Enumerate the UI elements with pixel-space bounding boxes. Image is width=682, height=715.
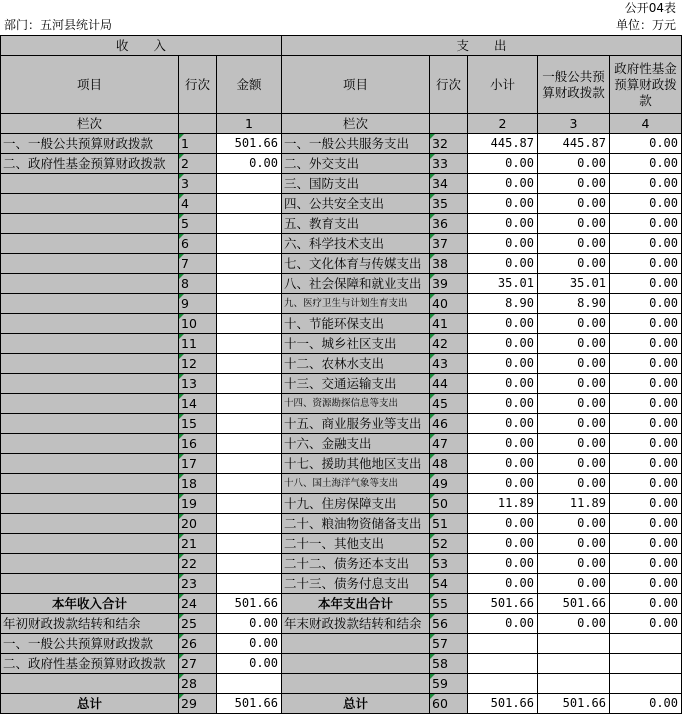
subtotal-cell[interactable]: 0.00	[468, 534, 538, 554]
income-row-no-cell[interactable]: 2	[179, 154, 217, 174]
subtotal-header: 小计	[468, 56, 538, 114]
gov-fund-cell[interactable]: 0.00	[610, 474, 682, 494]
subtotal-cell[interactable]: 0.00	[468, 614, 538, 634]
gov-fund-cell[interactable]: 0.00	[610, 434, 682, 454]
subtotal-cell[interactable]: 501.66	[468, 694, 538, 714]
income-amount-cell[interactable]	[217, 274, 282, 294]
gov-fund-cell[interactable]: 0.00	[610, 174, 682, 194]
general-public-cell[interactable]: 0.00	[538, 434, 610, 454]
general-public-cell[interactable]	[538, 634, 610, 654]
income-item-cell[interactable]	[1, 434, 179, 454]
expense-item-cell[interactable]: 十七、援助其他地区支出	[282, 454, 430, 474]
income-amount-cell[interactable]	[217, 254, 282, 274]
subtotal-cell[interactable]: 0.00	[468, 314, 538, 334]
expense-item-cell[interactable]: 十一、城乡社区支出	[282, 334, 430, 354]
subtotal-cell[interactable]: 0.00	[468, 354, 538, 374]
general-public-cell[interactable]: 0.00	[538, 194, 610, 214]
income-row-no-cell[interactable]: 8	[179, 274, 217, 294]
subtotal-cell[interactable]: 445.87	[468, 134, 538, 154]
subtotal-cell[interactable]: 0.00	[468, 154, 538, 174]
expense-row-no-cell[interactable]: 58	[430, 654, 468, 674]
expense-row-no-cell[interactable]: 42	[430, 334, 468, 354]
expense-row-no-cell[interactable]: 47	[430, 434, 468, 454]
table-row	[1, 354, 682, 374]
expense-item-cell[interactable]: 二十、粮油物资储备支出	[282, 514, 430, 534]
gov-fund-cell[interactable]: 0.00	[610, 534, 682, 554]
expense-item-header: 项目	[282, 56, 430, 114]
income-amount-cell[interactable]: 501.66	[217, 134, 282, 154]
income-row-no-cell[interactable]: 12	[179, 354, 217, 374]
subtotal-cell[interactable]: 0.00	[468, 394, 538, 414]
income-amount-cell[interactable]	[217, 354, 282, 374]
income-item-cell[interactable]: 总计	[1, 694, 179, 714]
meta-line	[0, 17, 682, 34]
budget-table	[0, 35, 682, 714]
expense-item-cell[interactable]: 八、社会保障和就业支出	[282, 274, 430, 294]
expense-row-no-cell[interactable]: 38	[430, 254, 468, 274]
gov-fund-cell[interactable]: 0.00	[610, 154, 682, 174]
income-row-no-cell[interactable]: 20	[179, 514, 217, 534]
table-row	[1, 414, 682, 434]
gov-fund-cell[interactable]: 0.00	[610, 214, 682, 234]
income-amount-cell[interactable]: 0.00	[217, 154, 282, 174]
subtotal-cell[interactable]: 0.00	[468, 234, 538, 254]
gov-fund-cell[interactable]: 0.00	[610, 374, 682, 394]
gov-fund-cell[interactable]: 0.00	[610, 354, 682, 374]
expense-item-cell[interactable]: 总计	[282, 694, 430, 714]
expense-row-no-cell[interactable]: 59	[430, 674, 468, 694]
gov-fund-cell[interactable]: 0.00	[610, 234, 682, 254]
income-column-label: 栏次	[1, 114, 179, 134]
form-code-line	[0, 0, 682, 17]
income-item-cell[interactable]	[1, 574, 179, 594]
income-amount-cell[interactable]	[217, 494, 282, 514]
income-amount-cell[interactable]	[217, 234, 282, 254]
income-item-cell[interactable]	[1, 334, 179, 354]
subtotal-cell[interactable]: 501.66	[468, 594, 538, 614]
income-item-cell[interactable]	[1, 374, 179, 394]
income-row-no-cell[interactable]: 11	[179, 334, 217, 354]
gov-fund-cell[interactable]: 0.00	[610, 514, 682, 534]
income-amount-cell[interactable]: 0.00	[217, 654, 282, 674]
expense-item-cell[interactable]: 二十二、债务还本支出	[282, 554, 430, 574]
subtotal-cell[interactable]: 8.90	[468, 294, 538, 314]
income-row-no-cell[interactable]: 4	[179, 194, 217, 214]
expense-row-no-cell[interactable]: 37	[430, 234, 468, 254]
general-public-cell[interactable]: 0.00	[538, 154, 610, 174]
subtotal-cell[interactable]	[468, 674, 538, 694]
income-item-cell[interactable]	[1, 274, 179, 294]
general-public-cell[interactable]	[538, 654, 610, 674]
expense-item-cell[interactable]: 五、教育支出	[282, 214, 430, 234]
income-row-no-cell[interactable]: 22	[179, 554, 217, 574]
income-item-cell[interactable]: 本年收入合计	[1, 594, 179, 614]
subtotal-cell[interactable]: 0.00	[468, 374, 538, 394]
column-number-row	[1, 114, 682, 134]
general-public-cell[interactable]: 0.00	[538, 234, 610, 254]
table-row	[1, 314, 682, 334]
general-public-cell[interactable]: 0.00	[538, 554, 610, 574]
general-public-cell[interactable]: 0.00	[538, 374, 610, 394]
income-amount-cell[interactable]	[217, 414, 282, 434]
subtotal-cell[interactable]: 35.01	[468, 274, 538, 294]
expense-row-no-cell[interactable]: 48	[430, 454, 468, 474]
gov-fund-cell[interactable]: 0.00	[610, 594, 682, 614]
table-row	[1, 254, 682, 274]
expense-item-cell[interactable]: 年末财政拨款结转和结余	[282, 614, 430, 634]
subtotal-cell[interactable]: 0.00	[468, 474, 538, 494]
table-row	[1, 554, 682, 574]
expense-item-cell[interactable]: 十六、金融支出	[282, 434, 430, 454]
gov-fund-cell[interactable]: 0.00	[610, 694, 682, 714]
col-num-4: 4	[610, 114, 682, 134]
expense-header: 支 出	[282, 36, 682, 56]
expense-row-no-cell[interactable]: 57	[430, 634, 468, 654]
income-row-no-cell[interactable]: 28	[179, 674, 217, 694]
income-row-no-cell[interactable]: 27	[179, 654, 217, 674]
income-row-no-cell[interactable]: 25	[179, 614, 217, 634]
expense-item-cell[interactable]: 六、科学技术支出	[282, 234, 430, 254]
gov-fund-cell[interactable]: 0.00	[610, 394, 682, 414]
expense-item-cell[interactable]: 二十三、债务付息支出	[282, 574, 430, 594]
income-amount-cell[interactable]: 0.00	[217, 614, 282, 634]
general-public-cell[interactable]: 8.90	[538, 294, 610, 314]
subtotal-cell[interactable]: 0.00	[468, 174, 538, 194]
income-row-no-cell[interactable]: 26	[179, 634, 217, 654]
expense-item-cell[interactable]: 二十一、其他支出	[282, 534, 430, 554]
income-item-header: 项目	[1, 56, 179, 114]
table-row	[1, 434, 682, 454]
general-public-cell[interactable]: 0.00	[538, 354, 610, 374]
expense-item-cell[interactable]: 十九、住房保障支出	[282, 494, 430, 514]
subtotal-cell[interactable]: 0.00	[468, 574, 538, 594]
income-amount-cell[interactable]	[217, 454, 282, 474]
expense-item-cell[interactable]: 十八、国土海洋气象等支出	[282, 474, 430, 494]
income-item-cell[interactable]: 二、政府性基金预算财政拨款	[1, 154, 179, 174]
subtotal-cell[interactable]: 0.00	[468, 214, 538, 234]
gov-fund-cell[interactable]: 0.00	[610, 194, 682, 214]
expense-item-cell[interactable]: 九、医疗卫生与计划生育支出	[282, 294, 430, 314]
income-item-cell[interactable]	[1, 554, 179, 574]
income-amount-cell[interactable]	[217, 534, 282, 554]
income-amount-cell[interactable]	[217, 434, 282, 454]
gov-fund-cell[interactable]	[610, 674, 682, 694]
income-row-no-cell[interactable]: 23	[179, 574, 217, 594]
table-row	[1, 674, 682, 694]
col-num-3: 3	[538, 114, 610, 134]
table-row	[1, 494, 682, 514]
general-public-cell[interactable]	[538, 674, 610, 694]
expense-item-cell[interactable]: 一、一般公共服务支出	[282, 134, 430, 154]
gov-fund-cell[interactable]: 0.00	[610, 274, 682, 294]
general-public-cell[interactable]: 0.00	[538, 254, 610, 274]
table-row	[1, 454, 682, 474]
table-row	[1, 594, 682, 614]
expense-row-no-cell[interactable]: 49	[430, 474, 468, 494]
expense-row-no-cell[interactable]: 54	[430, 574, 468, 594]
general-public-cell[interactable]: 0.00	[538, 614, 610, 634]
income-item-cell[interactable]	[1, 494, 179, 514]
subtotal-cell[interactable]: 0.00	[468, 514, 538, 534]
table-row	[1, 234, 682, 254]
expense-row-no-cell[interactable]: 60	[430, 694, 468, 714]
income-item-cell[interactable]	[1, 474, 179, 494]
gov-fund-cell[interactable]: 0.00	[610, 454, 682, 474]
table-row	[1, 654, 682, 674]
income-amount-cell[interactable]	[217, 474, 282, 494]
income-row-no-cell[interactable]: 3	[179, 174, 217, 194]
income-row-no-header: 行次	[179, 56, 217, 114]
income-amount-cell[interactable]	[217, 574, 282, 594]
expense-row-no-cell[interactable]: 45	[430, 394, 468, 414]
general-public-cell[interactable]: 0.00	[538, 474, 610, 494]
table-row	[1, 634, 682, 654]
gov-fund-header: 政府性基金预算财政拨款	[610, 56, 682, 114]
subtotal-cell[interactable]	[468, 654, 538, 674]
expense-row-no-cell[interactable]: 55	[430, 594, 468, 614]
unit-label: 单位：万元	[615, 18, 676, 32]
expense-row-no-cell[interactable]: 35	[430, 194, 468, 214]
income-row-no-cell[interactable]: 17	[179, 454, 217, 474]
table-row	[1, 574, 682, 594]
expense-row-no-cell[interactable]: 46	[430, 414, 468, 434]
table-row	[1, 374, 682, 394]
subtotal-cell[interactable]: 11.89	[468, 494, 538, 514]
table-row	[1, 474, 682, 494]
income-amount-cell[interactable]: 501.66	[217, 594, 282, 614]
income-item-cell[interactable]	[1, 354, 179, 374]
expense-row-no-cell[interactable]: 34	[430, 174, 468, 194]
expense-item-cell[interactable]: 七、文化体育与传媒支出	[282, 254, 430, 274]
table-row	[1, 334, 682, 354]
subtotal-cell[interactable]: 0.00	[468, 414, 538, 434]
expense-item-cell[interactable]: 十三、交通运输支出	[282, 374, 430, 394]
income-row-no-cell[interactable]: 5	[179, 214, 217, 234]
department-label: 部门：五河县统计局	[4, 18, 113, 32]
income-item-cell[interactable]	[1, 454, 179, 474]
income-item-cell[interactable]	[1, 194, 179, 214]
general-public-cell[interactable]: 0.00	[538, 414, 610, 434]
general-public-cell[interactable]: 0.00	[538, 394, 610, 414]
expense-column-label: 栏次	[282, 114, 430, 134]
gov-fund-cell[interactable]: 0.00	[610, 614, 682, 634]
table-row	[1, 694, 682, 714]
form-code: 公开04表	[624, 1, 676, 15]
income-row-no-cell[interactable]: 29	[179, 694, 217, 714]
income-item-cell[interactable]	[1, 214, 179, 234]
income-amount-cell[interactable]: 0.00	[217, 634, 282, 654]
income-item-cell[interactable]	[1, 234, 179, 254]
section-header-row	[1, 36, 682, 56]
income-amount-cell[interactable]	[217, 214, 282, 234]
expense-item-cell[interactable]: 十、节能环保支出	[282, 314, 430, 334]
income-item-cell[interactable]	[1, 534, 179, 554]
gov-fund-cell[interactable]: 0.00	[610, 314, 682, 334]
expense-item-cell[interactable]: 三、国防支出	[282, 174, 430, 194]
expense-item-cell[interactable]: 本年支出合计	[282, 594, 430, 614]
subtotal-cell[interactable]: 0.00	[468, 434, 538, 454]
expense-row-no-cell[interactable]: 39	[430, 274, 468, 294]
col-num-2: 2	[468, 114, 538, 134]
income-item-cell[interactable]	[1, 414, 179, 434]
expense-row-no-cell[interactable]: 44	[430, 374, 468, 394]
gov-fund-cell[interactable]: 0.00	[610, 414, 682, 434]
expense-row-no-cell[interactable]: 43	[430, 354, 468, 374]
income-row-no-cell[interactable]: 14	[179, 394, 217, 414]
col-num-1: 1	[217, 114, 282, 134]
income-item-cell[interactable]: 一、一般公共预算财政拨款	[1, 634, 179, 654]
amount-header: 金额	[217, 56, 282, 114]
expense-row-no-cell[interactable]: 32	[430, 134, 468, 154]
income-row-no-cell[interactable]: 16	[179, 434, 217, 454]
general-public-cell[interactable]: 0.00	[538, 214, 610, 234]
general-public-cell[interactable]: 0.00	[538, 514, 610, 534]
general-public-cell[interactable]: 501.66	[538, 594, 610, 614]
expense-row-no-cell[interactable]: 51	[430, 514, 468, 534]
expense-item-cell[interactable]: 二、外交支出	[282, 154, 430, 174]
gov-fund-cell[interactable]: 0.00	[610, 254, 682, 274]
general-public-cell[interactable]: 0.00	[538, 174, 610, 194]
gov-fund-cell[interactable]: 0.00	[610, 574, 682, 594]
general-public-cell[interactable]: 0.00	[538, 574, 610, 594]
income-row-no-cell[interactable]: 19	[179, 494, 217, 514]
expense-row-no-cell[interactable]: 36	[430, 214, 468, 234]
general-public-cell[interactable]: 11.89	[538, 494, 610, 514]
income-item-cell[interactable]: 年初财政拨款结转和结余	[1, 614, 179, 634]
income-header: 收 入	[1, 36, 282, 56]
expense-item-cell[interactable]: 四、公共安全支出	[282, 194, 430, 214]
expense-row-no-cell[interactable]: 33	[430, 154, 468, 174]
income-row-no-cell[interactable]: 7	[179, 254, 217, 274]
gov-fund-cell[interactable]: 0.00	[610, 554, 682, 574]
table-row	[1, 154, 682, 174]
income-amount-cell[interactable]	[217, 554, 282, 574]
table-row	[1, 214, 682, 234]
subtotal-cell[interactable]: 0.00	[468, 554, 538, 574]
income-item-cell[interactable]	[1, 314, 179, 334]
expense-item-cell[interactable]	[282, 634, 430, 654]
income-row-no-cell[interactable]: 21	[179, 534, 217, 554]
table-row	[1, 194, 682, 214]
income-amount-cell[interactable]	[217, 194, 282, 214]
expense-row-no-cell[interactable]: 53	[430, 554, 468, 574]
income-item-cell[interactable]	[1, 174, 179, 194]
income-amount-cell[interactable]	[217, 674, 282, 694]
income-item-cell[interactable]: 一、一般公共预算财政拨款	[1, 134, 179, 154]
expense-item-cell[interactable]	[282, 654, 430, 674]
income-item-cell[interactable]	[1, 254, 179, 274]
income-row-no-cell[interactable]: 10	[179, 314, 217, 334]
expense-item-cell[interactable]: 十四、资源勘探信息等支出	[282, 394, 430, 414]
expense-item-cell[interactable]	[282, 674, 430, 694]
table-row	[1, 394, 682, 414]
general-public-cell[interactable]: 0.00	[538, 454, 610, 474]
general-public-cell[interactable]: 35.01	[538, 274, 610, 294]
gov-fund-cell[interactable]	[610, 654, 682, 674]
subtotal-cell[interactable]: 0.00	[468, 454, 538, 474]
subtotal-cell[interactable]	[468, 634, 538, 654]
general-public-header: 一般公共预算财政拨款	[538, 56, 610, 114]
gov-fund-cell[interactable]: 0.00	[610, 334, 682, 354]
income-item-cell[interactable]	[1, 674, 179, 694]
general-public-cell[interactable]: 445.87	[538, 134, 610, 154]
income-row-no-cell[interactable]: 18	[179, 474, 217, 494]
income-amount-cell[interactable]	[217, 374, 282, 394]
income-row-no-cell[interactable]: 6	[179, 234, 217, 254]
expense-row-no-header: 行次	[430, 56, 468, 114]
income-amount-cell[interactable]	[217, 394, 282, 414]
table-row	[1, 294, 682, 314]
income-item-cell[interactable]	[1, 294, 179, 314]
income-amount-cell[interactable]	[217, 514, 282, 534]
expense-item-cell[interactable]: 十五、商业服务业等支出	[282, 414, 430, 434]
expense-item-cell[interactable]: 十二、农林水支出	[282, 354, 430, 374]
income-amount-cell[interactable]	[217, 294, 282, 314]
income-item-cell[interactable]: 二、政府性基金预算财政拨款	[1, 654, 179, 674]
table-row	[1, 514, 682, 534]
table-row	[1, 134, 682, 154]
income-row-no-cell[interactable]: 13	[179, 374, 217, 394]
subtotal-cell[interactable]: 0.00	[468, 254, 538, 274]
expense-row-no-cell[interactable]: 50	[430, 494, 468, 514]
table-row	[1, 534, 682, 554]
expense-row-no-cell[interactable]: 56	[430, 614, 468, 634]
gov-fund-cell[interactable]: 0.00	[610, 494, 682, 514]
income-row-no-cell[interactable]: 1	[179, 134, 217, 154]
income-row-no-cell[interactable]: 15	[179, 414, 217, 434]
income-row-no-cell[interactable]: 9	[179, 294, 217, 314]
income-amount-cell[interactable]	[217, 334, 282, 354]
table-row	[1, 174, 682, 194]
general-public-cell[interactable]: 501.66	[538, 694, 610, 714]
expense-row-no-cell[interactable]: 40	[430, 294, 468, 314]
income-amount-cell[interactable]	[217, 174, 282, 194]
expense-row-no-cell[interactable]: 41	[430, 314, 468, 334]
gov-fund-cell[interactable]: 0.00	[610, 294, 682, 314]
income-item-cell[interactable]	[1, 394, 179, 414]
expense-row-no-cell[interactable]: 52	[430, 534, 468, 554]
gov-fund-cell[interactable]: 0.00	[610, 134, 682, 154]
general-public-cell[interactable]: 0.00	[538, 334, 610, 354]
general-public-cell[interactable]: 0.00	[538, 314, 610, 334]
subtotal-cell[interactable]: 0.00	[468, 194, 538, 214]
income-amount-cell[interactable]: 501.66	[217, 694, 282, 714]
subtotal-cell[interactable]: 0.00	[468, 334, 538, 354]
table-row	[1, 614, 682, 634]
gov-fund-cell[interactable]	[610, 634, 682, 654]
income-row-no-cell[interactable]: 24	[179, 594, 217, 614]
table-row	[1, 274, 682, 294]
income-item-cell[interactable]	[1, 514, 179, 534]
column-header-row	[1, 56, 682, 114]
income-amount-cell[interactable]	[217, 314, 282, 334]
general-public-cell[interactable]: 0.00	[538, 534, 610, 554]
